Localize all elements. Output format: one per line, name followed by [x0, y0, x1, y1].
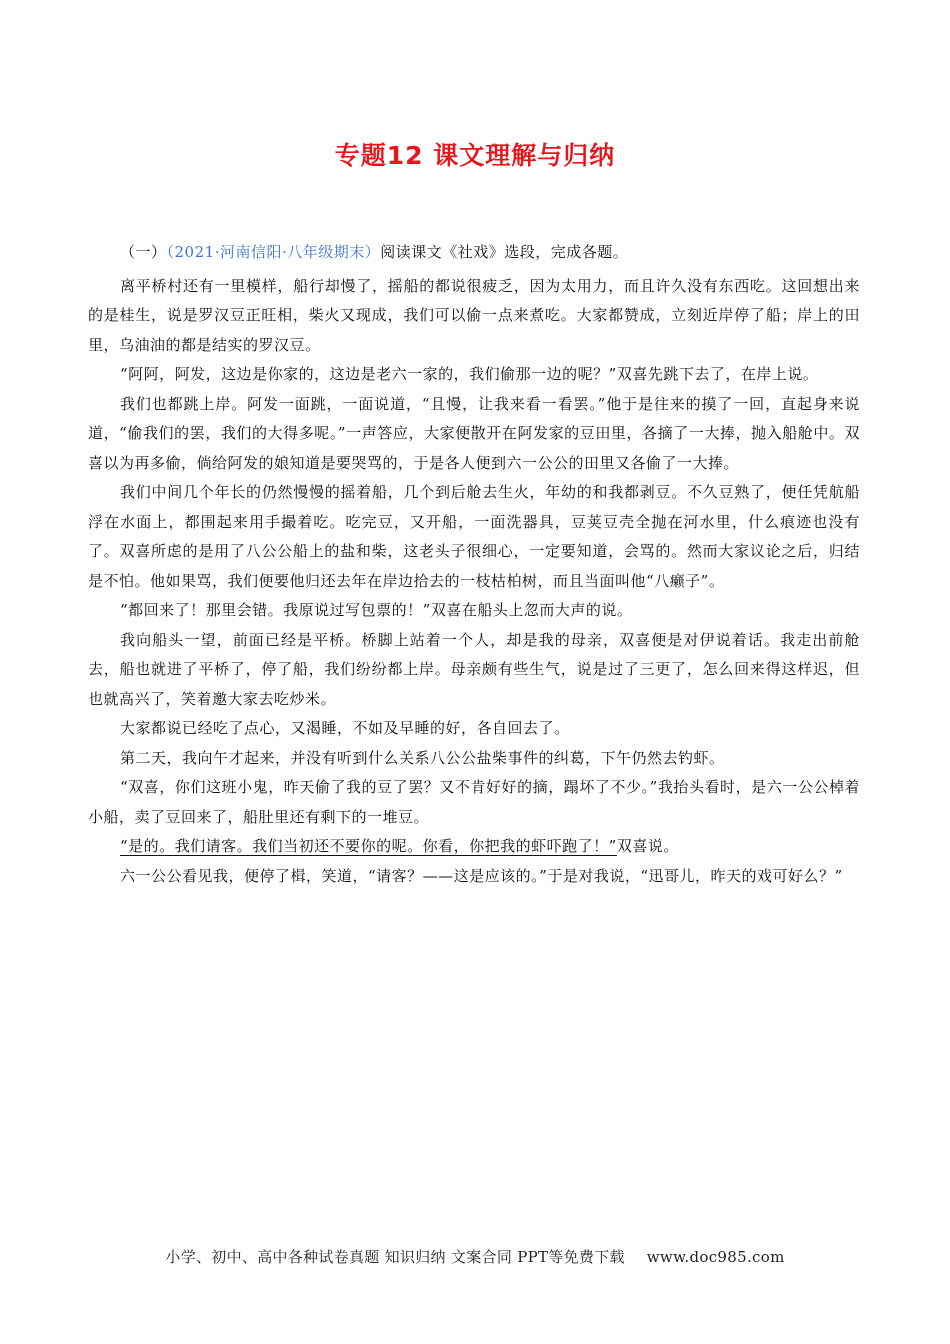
page-title: 专题12 课文理解与归纳: [334, 141, 616, 170]
article-body: [88, 238, 860, 891]
paragraph: 大家都说已经吃了点心，又渴睡，不如及早睡的好，各自回去了。: [120, 719, 570, 737]
paragraph: 我们中间几个年长的仍然慢慢的摇着船，几个到后舱去生火，年幼的和我都剥豆。不久豆熟了，便任凭航船浮在水面上，都围起来用手撮着吃。吃完豆，又开船，一面洗器具，豆荚豆壳全抛在河水里，什么痕迹也没有了。双喜所虑的是用了八公公船上的盐和柴，这老头子很细心，一定要知道，会骂的。然而大家议论之后，归结是不怕。他如果骂，我们便要他归还去年在岸边拾去的一枝枯柏树，而且当面叫他“八癞子”。: [88, 483, 860, 590]
speaker-attribution: 双喜说。: [616, 837, 679, 855]
section-instruction: 阅读课文《社戏》选段，完成各题。: [380, 243, 629, 261]
section-heading: [88, 238, 860, 268]
paragraph: “阿阿，阿发，这边是你家的，这边是老六一家的，我们偷那一边的呢？”双喜先跳下去了，在岸上说。: [120, 365, 819, 383]
section-number: （一）: [120, 243, 167, 261]
paragraph: 我向船头一望，前面已经是平桥。桥脚上站着一个人，却是我的母亲，双喜便是对伊说着话。我走出前舱去，船也就进了平桥了，停了船，我们纷纷都上岸。母亲颇有些生气，说是过了三更了，怎么回来得这样迟，但也就高兴了，笑着邀大家去吃炒米。: [88, 630, 860, 708]
footer-url[interactable]: www.doc985.com: [646, 1248, 785, 1266]
footer-text: 小学、初中、高中各种试卷真题 知识归纳 文案合同 PPT等免费下载: [165, 1248, 625, 1266]
exam-source: （2021·河南信阳·八年级期末）: [166, 243, 381, 261]
paragraph: “都回来了！那里会错。我原说过写包票的！”双喜在船头上忽而大声的说。: [120, 601, 633, 619]
underlined-paragraph: [88, 832, 860, 862]
paragraph: 六一公公看见我，便停了楫，笑道，“请客？——这是应该的。”于是对我说，“迅哥儿，昨天的戏可好么？”: [120, 866, 843, 885]
paragraph: 第二天，我向午才起来，并没有听到什么关系八公公盐柴事件的纠葛，下午仍然去钓虾。: [120, 748, 725, 767]
paragraph: 离平桥村还有一里模样，船行却慢了，摇船的都说很疲乏，因为太用力，而且许久没有东西吃。这回想出来的是桂生，说是罗汉豆正旺相，柴火又现成，我们可以偷一点来煮吃。大家都赞成，立刻近岸停了船；岸上的田里，乌油油的都是结实的罗汉豆。: [88, 276, 860, 354]
paragraph: “双喜，你们这班小鬼，昨天偷了我的豆了罢？又不肯好好的摘，蹋坏了不少。”我抬头看时，是六一公公棹着小船，卖了豆回来了，船肚里还有剩下的一堆豆。: [88, 778, 860, 826]
paragraph: 我们也都跳上岸。阿发一面跳，一面说道，“且慢，让我来看一看罢。”他于是往来的摸了一回，直起身来说道，“偷我们的罢，我们的大得多呢。”一声答应，大家便散开在阿发家的豆田里，各摘了一大捧，抛入船舱中。双喜以为再多偷，倘给阿发的娘知道是要哭骂的，于是各人便到六一公公的田里又各偷了一大捧。: [88, 394, 860, 472]
underlined-sentence: “是的。我们请客。我们当初还不要你的呢。你看，你把我的虾吓跑了！”: [120, 837, 617, 855]
page-footer: [0, 1246, 950, 1267]
